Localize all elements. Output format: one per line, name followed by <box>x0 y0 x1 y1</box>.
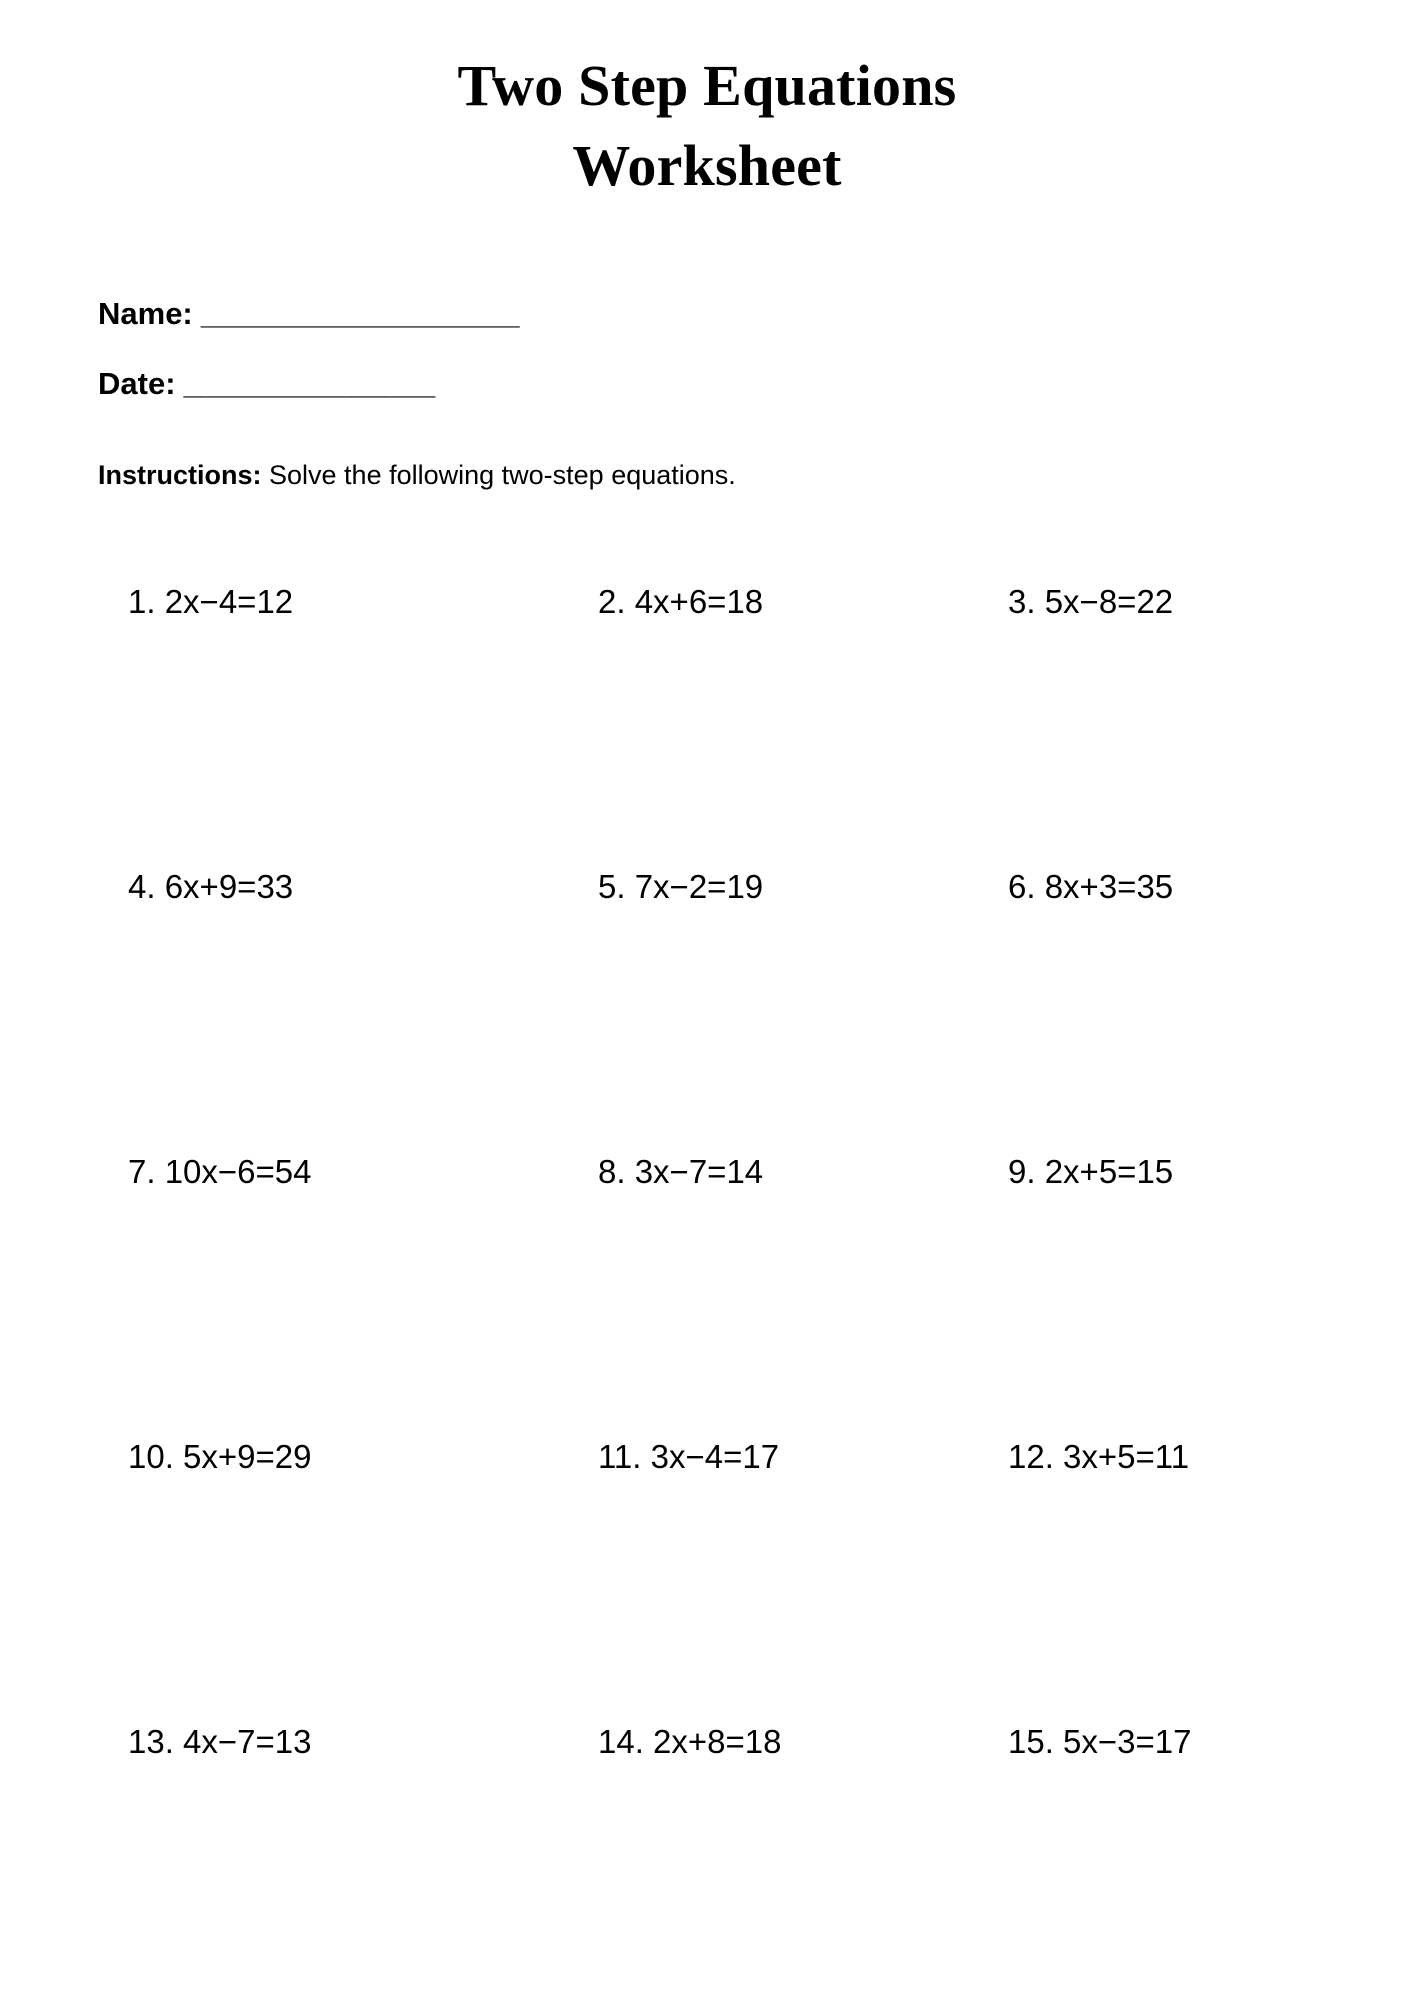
problem-item-7: 7. 10x−6=54 <box>128 1153 312 1190</box>
date-field-row <box>98 368 435 399</box>
problem-item-11: 11. 3x−4=17 <box>598 1438 780 1475</box>
problem-item-14: 14. 2x+8=18 <box>598 1723 782 1760</box>
problem-item-4: 4. 6x+9=33 <box>128 868 294 905</box>
problem-item-1: 1. 2x−4=12 <box>128 583 294 620</box>
page-title <box>0 46 1414 206</box>
problem-item-10: 10. 5x+9=29 <box>128 1438 312 1475</box>
problem-item-3: 3. 5x−8=22 <box>1008 583 1174 620</box>
problem-item-15: 15. 5x−3=17 <box>1008 1723 1192 1760</box>
instructions-label: Instructions: <box>98 460 262 490</box>
date-field-blank[interactable]: _______________ <box>175 366 435 401</box>
page-title-line-1: Two Step Equations <box>457 53 957 118</box>
name-field-blank[interactable]: ___________________ <box>192 296 519 331</box>
instructions-text: Solve the following two-step equations. <box>261 460 736 490</box>
problem-item-6: 6. 8x+3=35 <box>1008 868 1174 905</box>
instructions-line <box>98 462 736 489</box>
problem-row <box>0 870 1414 1155</box>
problem-grid <box>0 585 1414 2010</box>
problem-item-8: 8. 3x−7=14 <box>598 1153 764 1190</box>
problem-item-9: 9. 2x+5=15 <box>1008 1153 1174 1190</box>
problem-row <box>0 585 1414 870</box>
name-field-label: Name: <box>98 296 193 331</box>
date-field-label: Date: <box>98 366 176 401</box>
name-field-row <box>98 298 519 329</box>
problem-row <box>0 1440 1414 1725</box>
problem-row <box>0 1155 1414 1440</box>
problem-item-13: 13. 4x−7=13 <box>128 1723 312 1760</box>
problem-item-5: 5. 7x−2=19 <box>598 868 764 905</box>
problem-item-12: 12. 3x+5=11 <box>1008 1438 1190 1475</box>
page-title-line-2: Worksheet <box>572 133 842 199</box>
problem-row <box>0 1725 1414 2010</box>
problem-item-2: 2. 4x+6=18 <box>598 583 764 620</box>
